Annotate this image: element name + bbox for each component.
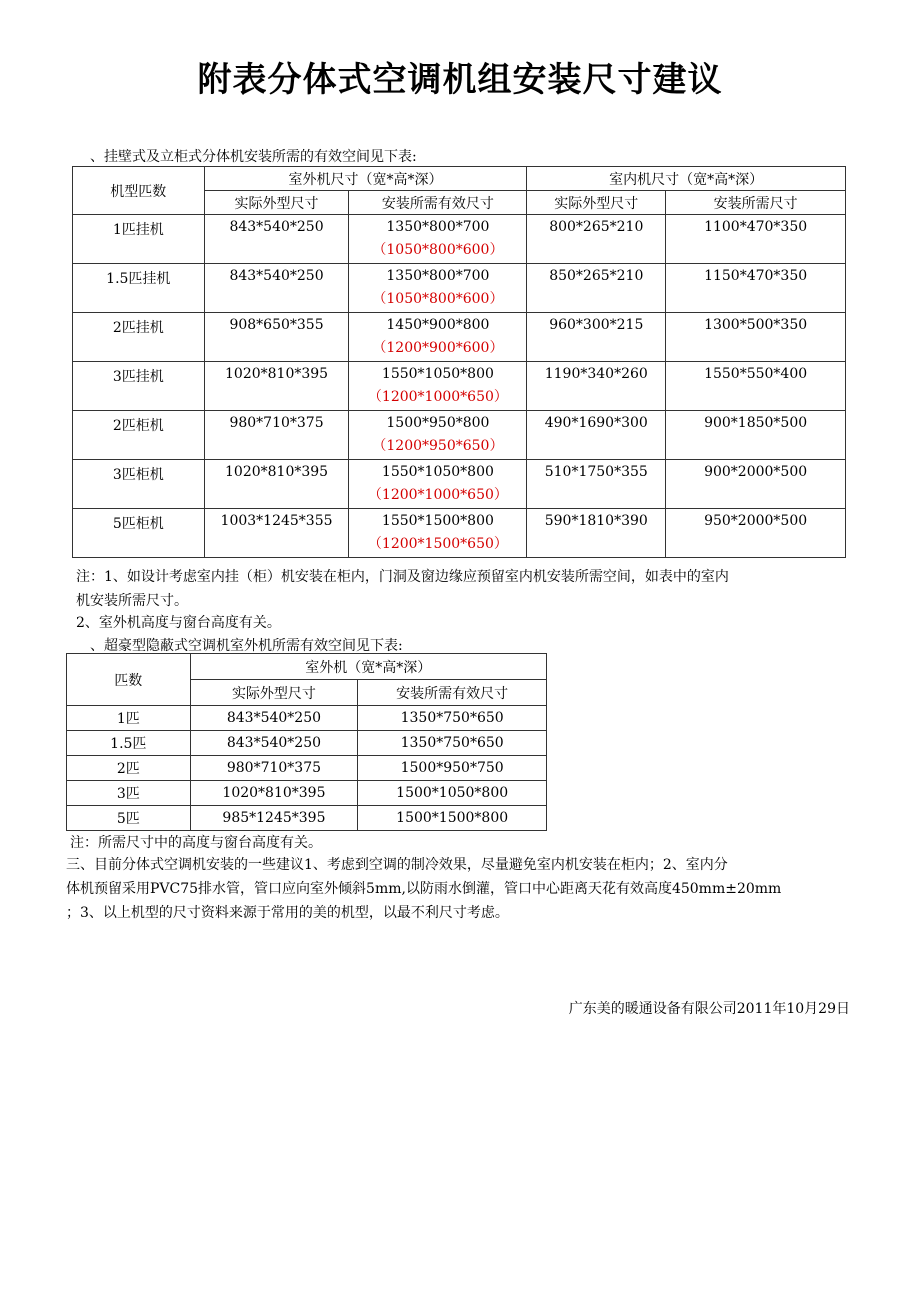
cell-out-actual: 980*710*375 [204, 411, 349, 460]
concealed-outdoor-size-table [66, 653, 547, 831]
cell-hp: 1.5匹 [67, 731, 191, 756]
cell-hp: 3匹 [67, 781, 191, 806]
cell-out-install: 1500*950*800 （1200*950*650） [349, 411, 527, 460]
table-row [73, 215, 846, 264]
cell-out-install-alt: （1200*1500*650） [367, 536, 508, 552]
cell-model: 2匹挂机 [73, 313, 205, 362]
cell-in-actual: 490*1690*300 [527, 411, 666, 460]
section2-intro: 、超豪型隐蔽式空调机室外机所需有效空间见下表: [90, 638, 403, 654]
note1-line1: 注：1、如设计考虑室内挂（柜）机安装在柜内，门洞及窗边缘应预留室内机安装所需空间，如表中的室内 [76, 569, 729, 585]
header-outdoor-actual: 实际外型尺寸 [204, 191, 349, 215]
cell-model: 1.5匹挂机 [73, 264, 205, 313]
cell-in-actual: 800*265*210 [527, 215, 666, 264]
section3-line2: 体机预留采用PVC75排水管，管口应向室外倾斜5mm,以防雨水倒灌，管口中心距离天花有效高度450mm±20mm [66, 881, 782, 897]
table-row [67, 781, 547, 806]
cell-in-install: 900*2000*500 [666, 460, 846, 509]
cell-out-install-alt: （1200*1000*650） [367, 389, 508, 405]
cell-actual: 985*1245*395 [190, 806, 358, 831]
table-row [73, 264, 846, 313]
cell-model: 3匹挂机 [73, 362, 205, 411]
section1-intro: 、挂壁式及立柜式分体机安装所需的有效空间见下表: [90, 149, 417, 165]
cell-out-actual: 1020*810*395 [204, 362, 349, 411]
table-row [73, 460, 846, 509]
cell-out-install-alt: （1200*1000*650） [367, 487, 508, 503]
cell-out-actual: 908*650*355 [204, 313, 349, 362]
cell-in-install: 1550*550*400 [666, 362, 846, 411]
cell-in-actual: 510*1750*355 [527, 460, 666, 509]
cell-out-actual: 843*540*250 [204, 264, 349, 313]
cell-install: 1350*750*650 [358, 706, 547, 731]
table-row [73, 313, 846, 362]
header-actual: 实际外型尺寸 [190, 680, 358, 706]
header-outdoor: 室外机（宽*高*深） [190, 654, 546, 680]
cell-in-install: 950*2000*500 [666, 509, 846, 558]
table-row [73, 509, 846, 558]
cell-out-install: 1550*1500*800 （1200*1500*650） [349, 509, 527, 558]
cell-in-actual: 960*300*215 [527, 313, 666, 362]
cell-in-install: 900*1850*500 [666, 411, 846, 460]
cell-in-actual: 1190*340*260 [527, 362, 666, 411]
cell-out-install: 1350*800*700 （1050*800*600） [349, 264, 527, 313]
cell-actual: 1020*810*395 [190, 781, 358, 806]
cell-actual: 980*710*375 [190, 756, 358, 781]
cell-in-install: 1300*500*350 [666, 313, 846, 362]
cell-model: 1匹挂机 [73, 215, 205, 264]
header-indoor-install: 安装所需尺寸 [666, 191, 846, 215]
header-hp: 匹数 [67, 654, 191, 706]
cell-out-actual: 1020*810*395 [204, 460, 349, 509]
cell-install: 1500*1500*800 [358, 806, 547, 831]
cell-out-install-alt: （1050*800*600） [372, 242, 504, 258]
cell-out-actual: 843*540*250 [204, 215, 349, 264]
indoor-outdoor-size-table [72, 166, 846, 558]
table-row [67, 756, 547, 781]
cell-install: 1500*950*750 [358, 756, 547, 781]
cell-out-install: 1550*1050*800 （1200*1000*650） [349, 460, 527, 509]
header-indoor-actual: 实际外型尺寸 [527, 191, 666, 215]
cell-hp: 5匹 [67, 806, 191, 831]
cell-hp: 1匹 [67, 706, 191, 731]
cell-in-install: 1150*470*350 [666, 264, 846, 313]
cell-hp: 2匹 [67, 756, 191, 781]
cell-out-install-alt: （1200*900*600） [372, 340, 504, 356]
header-model: 机型匹数 [73, 167, 205, 215]
cell-out-actual: 1003*1245*355 [204, 509, 349, 558]
note1-line2: 机安装所需尺寸。 [76, 593, 188, 609]
cell-out-install-alt: （1200*950*650） [372, 438, 504, 454]
note2: 2、室外机高度与窗台高度有关。 [76, 615, 281, 631]
note3: 注：所需尺寸中的高度与窗台高度有关。 [70, 835, 322, 851]
cell-out-install: 1550*1050*800 （1200*1000*650） [349, 362, 527, 411]
cell-model: 5匹柜机 [73, 509, 205, 558]
section3-line3: ；3、以上机型的尺寸资料来源于常用的美的机型，以最不利尺寸考虑。 [66, 905, 509, 921]
header-indoor-size: 室内机尺寸（宽*高*深） [527, 167, 846, 191]
cell-out-install-alt: （1050*800*600） [372, 291, 504, 307]
cell-in-actual: 590*1810*390 [527, 509, 666, 558]
cell-in-actual: 850*265*210 [527, 264, 666, 313]
header-install: 安装所需有效尺寸 [358, 680, 547, 706]
cell-out-install: 1350*800*700 （1050*800*600） [349, 215, 527, 264]
cell-install: 1350*750*650 [358, 731, 547, 756]
table-row [67, 806, 547, 831]
cell-actual: 843*540*250 [190, 731, 358, 756]
cell-out-install: 1450*900*800 （1200*900*600） [349, 313, 527, 362]
cell-model: 2匹柜机 [73, 411, 205, 460]
section3-line1: 三、目前分体式空调机安装的一些建议1、考虑到空调的制冷效果，尽量避免室内机安装在柜内；2、室内分 [66, 857, 728, 873]
header-outdoor-size: 室外机尺寸（宽*高*深） [204, 167, 527, 191]
cell-install: 1500*1050*800 [358, 781, 547, 806]
table-row [67, 731, 547, 756]
signature: 广东美的暖通设备有限公司2011年10月29日 [568, 1001, 850, 1017]
table-row [73, 362, 846, 411]
cell-actual: 843*540*250 [190, 706, 358, 731]
cell-in-install: 1100*470*350 [666, 215, 846, 264]
header-outdoor-install: 安装所需有效尺寸 [349, 191, 527, 215]
cell-model: 3匹柜机 [73, 460, 205, 509]
table-row [67, 706, 547, 731]
table-row [73, 411, 846, 460]
page-title: 附表分体式空调机组安装尺寸建议 [197, 60, 723, 100]
